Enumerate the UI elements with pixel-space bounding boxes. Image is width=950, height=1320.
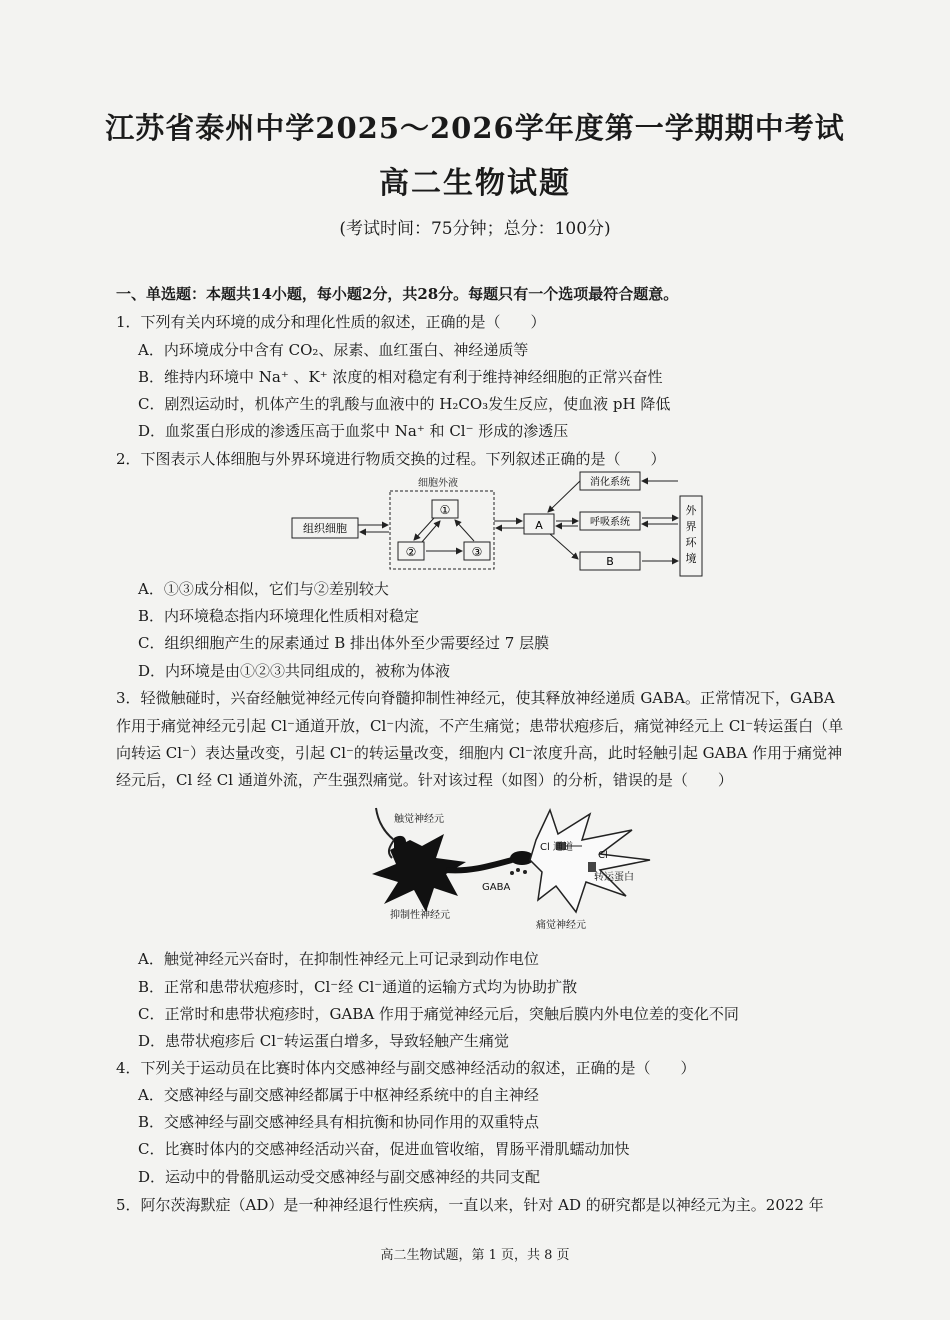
node-1-label: ①: [439, 503, 451, 517]
tissue-cell-label: 组织细胞: [303, 522, 347, 535]
section-heading: 一、单选题：本题共14小题，每小题2分，共28分。每题只有一个选项最符合题意。: [116, 285, 679, 303]
q3-option-b: B．正常和患带状疱疹时，Cl⁻经 Cl⁻通道的运输方式均为协助扩散: [138, 978, 578, 996]
subject-title: 高二生物试题: [379, 166, 571, 201]
q2-option-d: D．内环境是由①②③共同组成的，被称为体液: [138, 662, 451, 680]
arrow-a-to-b: [550, 534, 578, 559]
transporter-label: 转运蛋白: [594, 872, 634, 883]
gaba-vesicle: [516, 868, 520, 872]
transporter-shape: [588, 862, 596, 872]
q4-option-d: D．运动中的骨骼肌运动受交感神经与副交感神经的共同支配: [138, 1168, 541, 1186]
digestive-system-label: 消化系统: [590, 477, 630, 488]
q4-option-a: A．交感神经与副交感神经都属于中枢神经系统中的自主神经: [138, 1086, 539, 1104]
external-label-1: 外: [685, 504, 697, 517]
q2-option-b: B．内环境稳态指内环境理化性质相对稳定: [138, 607, 420, 625]
exam-title: 江苏省泰州中学2025～2026学年度第一学期期中考试: [105, 111, 845, 145]
q3-stem-line-4: 经元后，Cl 经 Cl 通道外流，产生强烈痛觉。针对该过程（如图）的分析，错误的是（ ）: [116, 771, 733, 789]
q3-stem-line-2: 作用于痛觉神经元引起 Cl⁻通道开放，Cl⁻内流，不产生痛觉；患带状疱疹后，痛觉神经元上 Cl⁻转运蛋白（单: [116, 717, 844, 735]
exam-info: (考试时间：75分钟；总分：100分): [339, 219, 611, 239]
neuron-figure: [350, 800, 670, 934]
arrow-1-to-2: [414, 518, 434, 540]
q2-option-c: C．组织细胞产生的尿素通过 B 排出体外至少需要经过 7 层膜: [138, 634, 550, 652]
q2-stem: 2．下图表示人体细胞与外界环境进行物质交换的过程。下列叙述正确的是（ ）: [116, 450, 666, 468]
q1-option-c: C．剧烈运动时，机体产生的乳酸与血液中的 H₂CO₃发生反应，使血液 pH 降低: [138, 395, 671, 413]
q3-option-c: C．正常时和患带状疱疹时，GABA 作用于痛觉神经元后，突触后膜内外电位差的变化不同: [138, 1005, 739, 1023]
node-2-label: ②: [405, 545, 417, 559]
body-fluid-exchange-diagram: [288, 466, 708, 578]
q1-stem: 1．下列有关内环境的成分和理化性质的叙述，正确的是（ ）: [116, 313, 546, 331]
arrow-2-to-1: [422, 521, 440, 542]
node-b-label: B: [606, 555, 614, 568]
q5-stem: 5．阿尔茨海默症（AD）是一种神经退行性疾病，一直以来，针对 AD 的研究都是以神经元为主。2022 年: [116, 1196, 824, 1214]
cl-ion-label: Cl: [598, 850, 608, 861]
q4-option-b: B．交感神经与副交感神经具有相抗衡和协同作用的双重特点: [138, 1113, 540, 1131]
touch-neuron-label: 触觉神经元: [394, 814, 444, 825]
inhibitory-neuron-label: 抑制性神经元: [390, 910, 450, 921]
gaba-label: GABA: [482, 882, 511, 893]
respiratory-system-label: 呼吸系统: [590, 517, 630, 528]
node-a-label: A: [535, 519, 543, 532]
external-label-2: 界: [685, 520, 697, 533]
q1-option-b: B．维持内环境中 Na⁺ 、K⁺ 浓度的相对稳定有利于维持神经细胞的正常兴奋性: [138, 368, 663, 386]
gaba-vesicle: [523, 870, 527, 874]
q1-option-a: A．内环境成分中含有 CO₂、尿素、血红蛋白、神经递质等: [138, 341, 529, 359]
external-label-3: 环: [685, 536, 697, 549]
q3-stem-line-3: 向转运 Cl⁻）表达量改变，引起 Cl⁻的转运量改变，细胞内 Cl⁻浓度升高，此时轻触引起 GABA 作用于痛觉神: [116, 744, 843, 762]
gaba-vesicle: [510, 871, 514, 875]
q3-option-d: D．患带状疱疹后 Cl⁻转运蛋白增多，导致轻触产生痛觉: [138, 1032, 509, 1050]
page-footer: 高二生物试题，第 1 页，共 8 页: [380, 1248, 570, 1263]
external-label-4: 境: [685, 552, 697, 565]
pain-neuron-body: [530, 810, 650, 912]
q4-option-c: C．比赛时体内的交感神经活动兴奋，促进血管收缩，胃肠平滑肌蠕动加快: [138, 1140, 630, 1158]
node-3-label: ③: [471, 545, 483, 559]
q3-option-a: A．触觉神经元兴奋时，在抑制性神经元上可记录到动作电位: [138, 950, 539, 968]
q4-stem: 4．下列关于运动员在比赛时体内交感神经与副交感神经活动的叙述，正确的是（ ）: [116, 1059, 696, 1077]
q3-stem-line-1: 3．轻微触碰时，兴奋经触觉神经元传向脊髓抑制性神经元，使其释放神经递质 GABA。正常情况下，GABA: [116, 689, 835, 707]
q2-option-a: A．①③成分相似，它们与②差别较大: [138, 580, 389, 598]
arrow-digestive-to-a: [548, 481, 580, 512]
pain-neuron-label: 痛觉神经元: [536, 920, 586, 931]
cl-channel-label: Cl 通道: [540, 842, 573, 853]
extracellular-fluid-label: 细胞外液: [418, 478, 458, 489]
q1-option-d: D．血浆蛋白形成的渗透压高于血浆中 Na⁺ 和 Cl⁻ 形成的渗透压: [138, 422, 569, 440]
arrow-3-to-1: [455, 520, 474, 541]
